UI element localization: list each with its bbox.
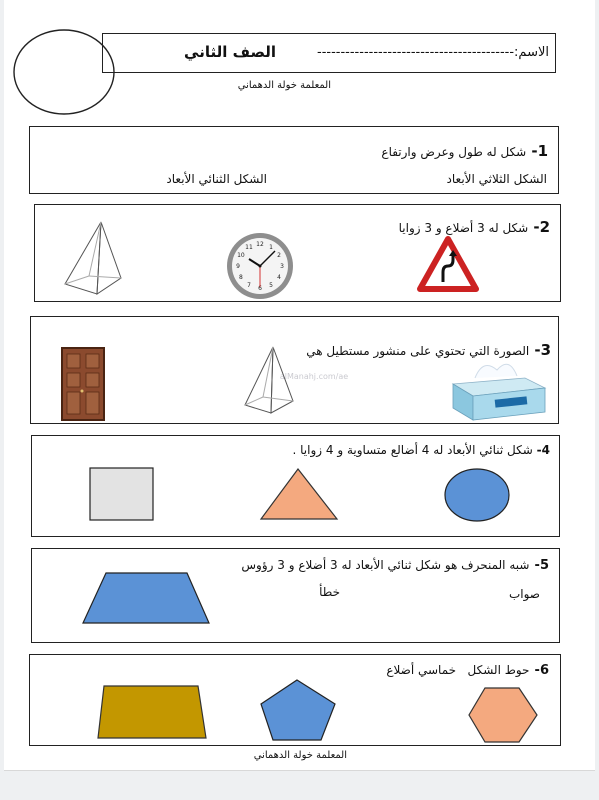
clock-numeral: 2 (277, 252, 282, 259)
trapezoid-gold-shape[interactable] (96, 684, 208, 740)
answer-true[interactable]: صواب (508, 587, 540, 601)
question-1-option-2d[interactable]: الشكل الثنائي الأبعاد (166, 172, 267, 186)
question-3-text: 3- الصورة التي تحتوي على منشور مستطيل هي (306, 341, 551, 359)
clock-numeral: 7 (247, 282, 251, 290)
tissue-box-icon[interactable] (445, 358, 549, 422)
clock-numeral: 12 (256, 241, 264, 248)
road-sign-icon[interactable] (417, 236, 479, 292)
clock-numeral: 1 (269, 243, 273, 251)
grade-label: الصف الثاني (184, 43, 276, 61)
clock-numeral: 10 (237, 252, 245, 259)
clock-icon[interactable] (225, 231, 295, 301)
pentagon-shape[interactable] (259, 678, 339, 744)
hexagon-shape[interactable] (467, 686, 539, 746)
worksheet-page (4, 0, 595, 771)
clock-numeral: 9 (236, 263, 240, 270)
square-shape[interactable] (89, 467, 155, 523)
watermark-text: alManahj.com/ae (279, 372, 349, 381)
question-1-text: 1- شكل له طول وعرض وارتفاع (381, 142, 548, 160)
clock-numeral: 6 (258, 285, 262, 292)
teacher-name-header: المعلمة خولة الدهماني (237, 80, 331, 91)
circle-shape[interactable] (444, 467, 512, 523)
question-1-option-3d[interactable]: الشكل الثلاثي الأبعاد (446, 172, 547, 186)
name-label: الاسم:------------------------------------------ (317, 45, 549, 60)
pyramid-icon[interactable] (59, 218, 129, 298)
clock-numeral: 5 (269, 282, 273, 290)
clock-numeral: 4 (277, 274, 282, 281)
question-5-text: 5- شبه المنحرف هو شكل ثنائي الأبعاد له 3 أضلاع و 3 رؤوس (241, 558, 549, 573)
question-4-text: 4- شكل ثنائي الأبعاد له 4 أضالع متساوية و 4 زوايا . (292, 443, 550, 457)
question-2-text: 2- شكل له 3 أضلاع و 3 زوايا (398, 218, 550, 236)
triangle-shape[interactable] (259, 467, 339, 523)
watermark-logo (259, 372, 369, 422)
clock-numeral: 11 (245, 243, 253, 251)
header-oval (10, 27, 120, 117)
teacher-name-footer: المعلمة خولة الدهماني (253, 750, 347, 761)
answer-false[interactable]: خطأ (319, 585, 340, 599)
door-icon[interactable] (60, 346, 106, 422)
clock-numeral: 8 (238, 274, 243, 281)
clock-numeral: 3 (280, 263, 284, 270)
question-6-text: 6- حوط الشكل خماسي أضلاع (386, 663, 549, 678)
trapezoid-shape[interactable] (81, 571, 211, 627)
